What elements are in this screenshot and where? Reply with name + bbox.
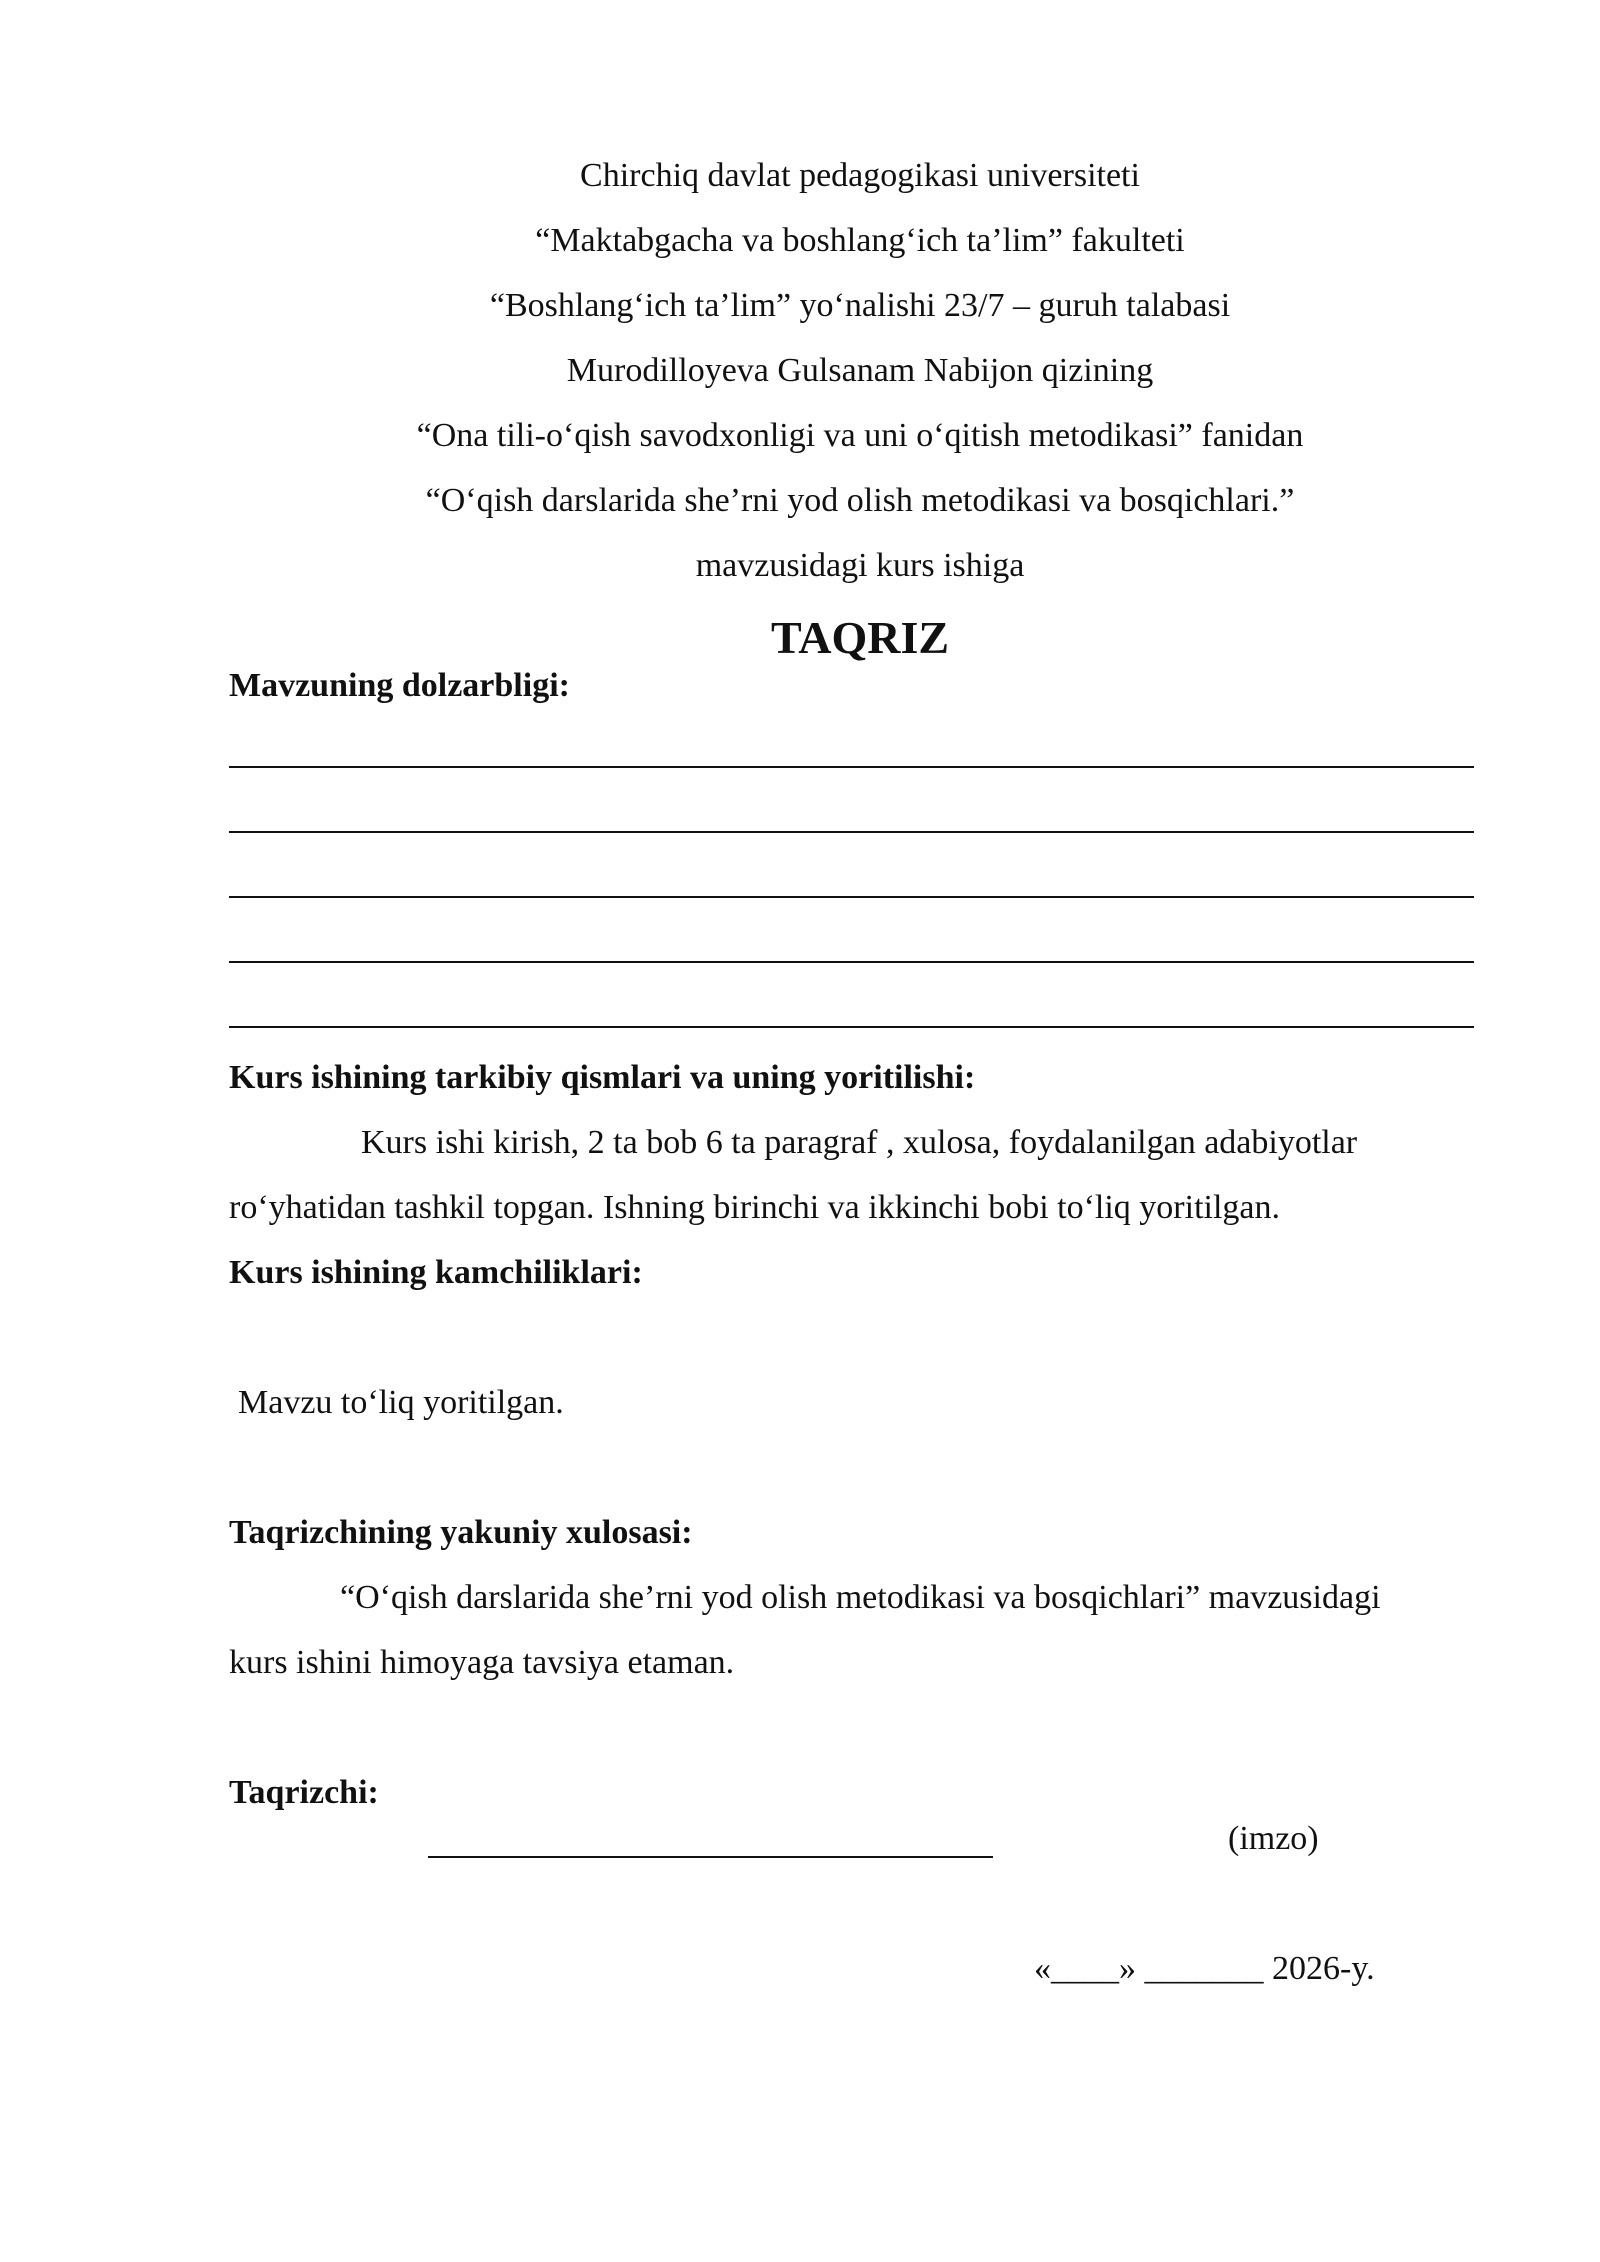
course-work-line: mavzusidagi kurs ishiga <box>695 547 1025 584</box>
subject-line: “Ona tili-o‘qish savodxonligi va uni o‘qitish metodikasi” fanidan <box>416 417 1304 454</box>
blank-line-4 <box>229 961 1474 963</box>
blank-line-1 <box>229 766 1474 768</box>
shortcomings-text: Mavzu to‘liq yoritilgan. <box>238 1384 564 1421</box>
blank-line-3 <box>229 896 1474 898</box>
topic-line: “O‘qish darslarida she’rni yod olish metodikasi va bosqichlari.” <box>425 482 1295 519</box>
conclusion-paragraph-line-1: “O‘qish darslarida she’rni yod olish metodikasi va bosqichlari” mavzusidagi <box>340 1579 1381 1616</box>
conclusion-heading: Taqrizchining yakuniy xulosasi: <box>229 1514 693 1551</box>
faculty-name: “Maktabgacha va boshlang‘ich ta’lim” fakulteti <box>535 222 1185 259</box>
structure-paragraph-line-1: Kurs ishi kirish, 2 ta bob 6 ta paragraf , xulosa, foydalanilgan adabiyotlar <box>361 1124 1358 1161</box>
signature-label: (imzo) <box>1228 1820 1319 1857</box>
student-name: Murodilloyeva Gulsanam Nabijon qizining <box>566 352 1154 389</box>
relevance-heading: Mavzuning dolzarbligi: <box>229 667 570 704</box>
shortcomings-heading: Kurs ishining kamchiliklari: <box>229 1254 643 1291</box>
structure-paragraph-line-2: ro‘yhatidan tashkil topgan. Ishning birinchi va ikkinchi bobi to‘liq yoritilgan. <box>229 1189 1280 1226</box>
university-name: Chirchiq davlat pedagogikasi universiteti <box>580 157 1140 194</box>
signature-line <box>428 1856 993 1858</box>
page-title: TAQRIZ <box>770 612 950 663</box>
group-line: “Boshlang‘ich ta’lim” yo‘nalishi 23/7 – guruh talabasi <box>489 287 1231 324</box>
conclusion-paragraph-line-2: kurs ishini himoyaga tavsiya etaman. <box>229 1644 735 1681</box>
reviewer-label: Taqrizchi: <box>229 1774 379 1811</box>
blank-line-5 <box>229 1026 1474 1028</box>
date-line: «____» _______ 2026-y. <box>1034 1950 1375 1987</box>
structure-heading: Kurs ishining tarkibiy qismlari va uning yoritilishi: <box>229 1059 976 1096</box>
blank-line-2 <box>229 831 1474 833</box>
